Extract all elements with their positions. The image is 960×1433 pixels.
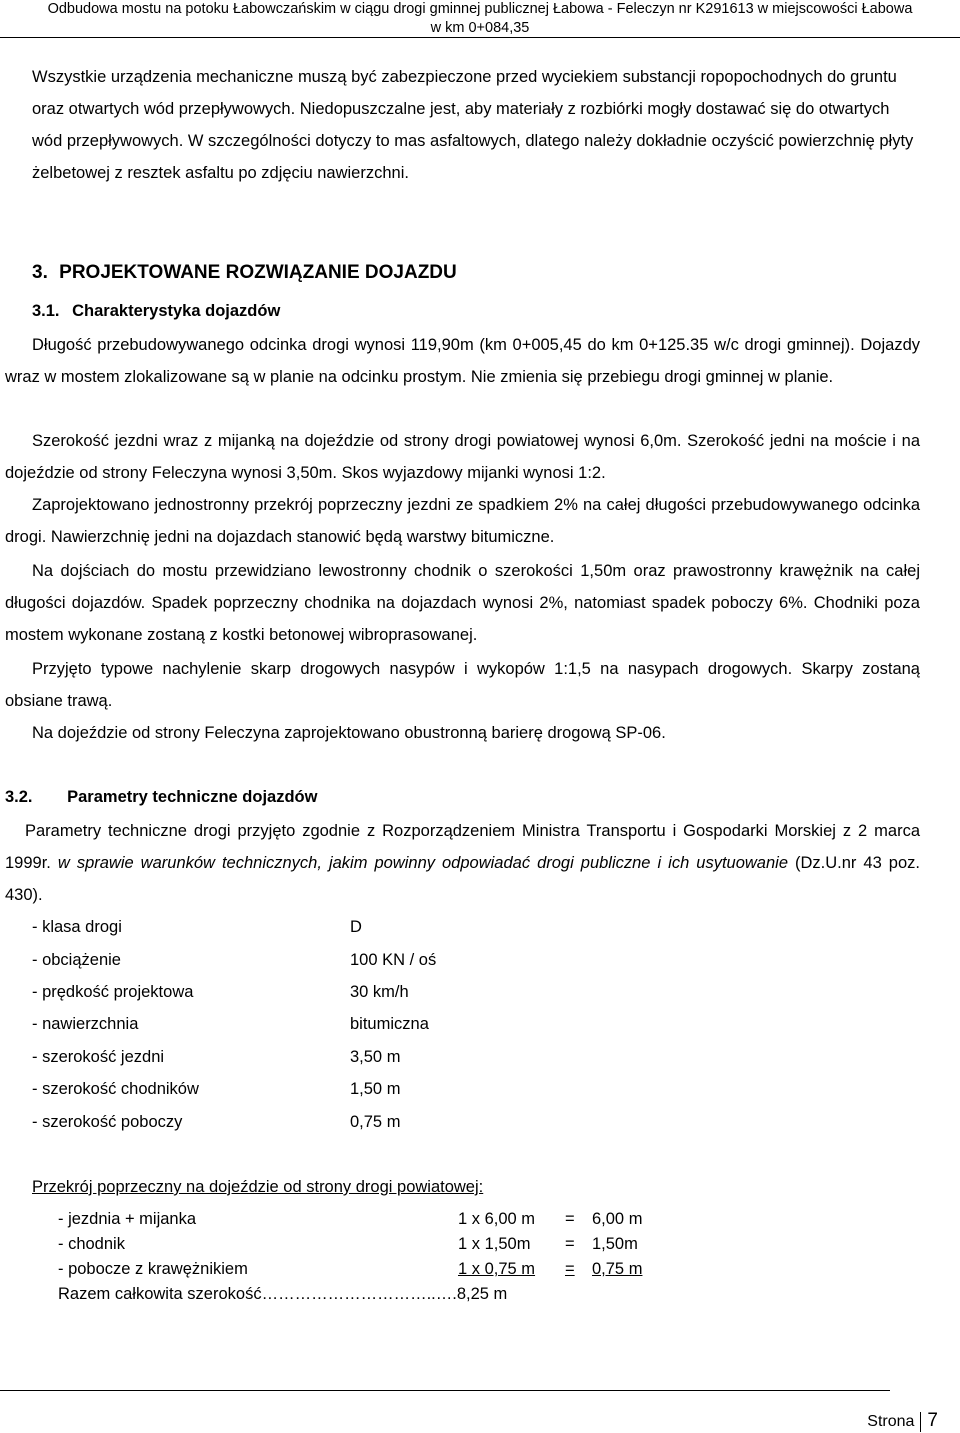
page-separator (920, 1412, 921, 1432)
regulation-citation: (Dz.U.nr 43 poz. 430). (5, 854, 920, 904)
cross-row-equals: = (565, 1210, 575, 1228)
section-3-1-title: Charakterystyka dojazdów (72, 302, 281, 320)
cross-row-label: - pobocze z krawężnikiem (58, 1260, 248, 1278)
cross-row-result: 1,50m (592, 1235, 638, 1253)
cross-row-equals: = (565, 1260, 575, 1278)
cross-row-result: 6,00 m (592, 1210, 643, 1228)
paragraph-barrier: Na dojeździe od strony Feleczyna zaprojektowano obustronną barierę drogową SP-06. (32, 724, 666, 742)
section-3-2-title: Parametry techniczne dojazdów (67, 788, 318, 806)
param-label: - obciążenie (32, 951, 121, 969)
param-label: - szerokość chodników (32, 1080, 199, 1098)
section-3-2-number: 3.2. (5, 788, 33, 806)
param-value: 0,75 m (350, 1113, 401, 1131)
cross-total: Razem całkowita szerokość…………………………..….8,25 m (58, 1285, 508, 1303)
param-label: - szerokość poboczy (32, 1113, 183, 1131)
paragraph-slopes: Przyjęto typowe nachylenie skarp drogowych nasypów i wykopów 1:1,5 na nasypach drogowych. Skarpy zostaną obsiane trawą. (5, 660, 920, 710)
header-line-2: w km 0+084,35 (430, 20, 530, 36)
cross-row-formula: 1 x 6,00 m (458, 1210, 536, 1228)
cross-row-label: - jezdnia + mijanka (58, 1210, 197, 1228)
regulation-text: Parametry techniczne drogi przyjęto zgodnie z Rozporządzeniem Ministra Transportu i Gospodarki Morskiej z 2 marca 1999r. (5, 822, 920, 872)
param-value: 30 km/h (350, 983, 409, 1001)
cross-row-label: - chodnik (58, 1235, 125, 1253)
cross-section-title: Przekrój poprzeczny na dojeździe od strony drogi powiatowej: (32, 1178, 484, 1196)
section-3-heading (32, 262, 457, 284)
param-label: - szerokość jezdni (32, 1048, 165, 1066)
cross-row-formula: 1 x 0,75 m (458, 1260, 536, 1278)
cross-row-result: 0,75 m (592, 1260, 643, 1278)
paragraph-sidewalk: Na dojściach do mostu przewidziano lewostronny chodnik o szerokości 1,50m oraz prawostronny krawężnik na całej długości dojazdów. Spadek poprzeczny chodnika na dojazdach wynosi 2%, natomiast spadek poboczy 6%. Chodniki poza mostem wykonane zostaną z kostki betonowej wibroprasowanej. (5, 562, 920, 644)
header-line-1: Odbudowa mostu na potoku Łabowczańskim w ciągu drogi gminnej publicznej Łabowa - Feleczyn nr K291613 w miejscowości Łabowa (47, 1, 913, 17)
header-rule (0, 37, 960, 38)
param-value: D (350, 918, 362, 936)
cross-row-equals: = (565, 1235, 575, 1253)
section-3-2-heading (5, 788, 317, 807)
param-label: - nawierzchnia (32, 1015, 139, 1033)
page-number: 7 (927, 1410, 938, 1431)
param-label: - klasa drogi (32, 918, 122, 936)
regulation-title: w sprawie warunków technicznych, jakim powinny odpowiadać drogi publiczne i ich usytuowanie (57, 854, 788, 872)
footer-rule (0, 1390, 890, 1391)
section-3-title: PROJEKTOWANE ROZWIĄZANIE DOJAZDU (59, 262, 457, 283)
param-value: 3,50 m (350, 1048, 401, 1066)
intro-paragraph: Wszystkie urządzenia mechaniczne muszą być zabezpieczone przed wyciekiem substancji ropopochodnych do gruntu oraz otwartych wód przepływowych. Niedopuszczalne jest, aby materiały z rozbiórki mogły dostawać się do otwartych wód przepływowych. W szczególności dotyczy to mas asfaltowych, dlatego należy dokładnie oczyścić powierzchnię płyty żelbetowej z resztek asfaltu po zdjęciu nawierzchni. (32, 68, 914, 182)
page-number-footer (867, 1410, 938, 1432)
regulation-paragraph (5, 815, 920, 911)
param-value: bitumiczna (350, 1015, 429, 1033)
section-3-1-heading (32, 302, 280, 321)
paragraph-width: Szerokość jezdni wraz z mijanką na dojeździe od strony drogi powiatowej wynosi 6,0m. Szerokość jedni na moście i na dojeździe od strony Feleczyna wynosi 3,50m. Skos wyjazdowy mijanki wynosi 1:2. (5, 432, 920, 482)
cross-row-formula: 1 x 1,50m (458, 1235, 531, 1253)
paragraph-length: Długość przebudowywanego odcinka drogi wynosi 119,90m (km 0+005,45 do km 0+125.35 w/c drogi gminnej). Dojazdy wraz w mostem zlokalizowane są w planie na odcinku prostym. Nie zmienia się przebiegu drogi gminnej w planie. (5, 336, 920, 386)
param-value: 100 KN / oś (350, 951, 437, 969)
paragraph-crossfall: Zaprojektowano jednostronny przekrój poprzeczny jezdni ze spadkiem 2% na całej długości przebudowywanego odcinka drogi. Nawierzchnię jedni na dojazdach stanowić będą warstwy bitumiczne. (5, 496, 920, 546)
page-header (0, 0, 960, 38)
param-value: 1,50 m (350, 1080, 401, 1098)
section-3-1-number: 3.1. (32, 302, 60, 320)
param-label: - prędkość projektowa (32, 983, 194, 1001)
section-3-number: 3. (32, 262, 48, 283)
page-label: Strona (867, 1413, 915, 1430)
